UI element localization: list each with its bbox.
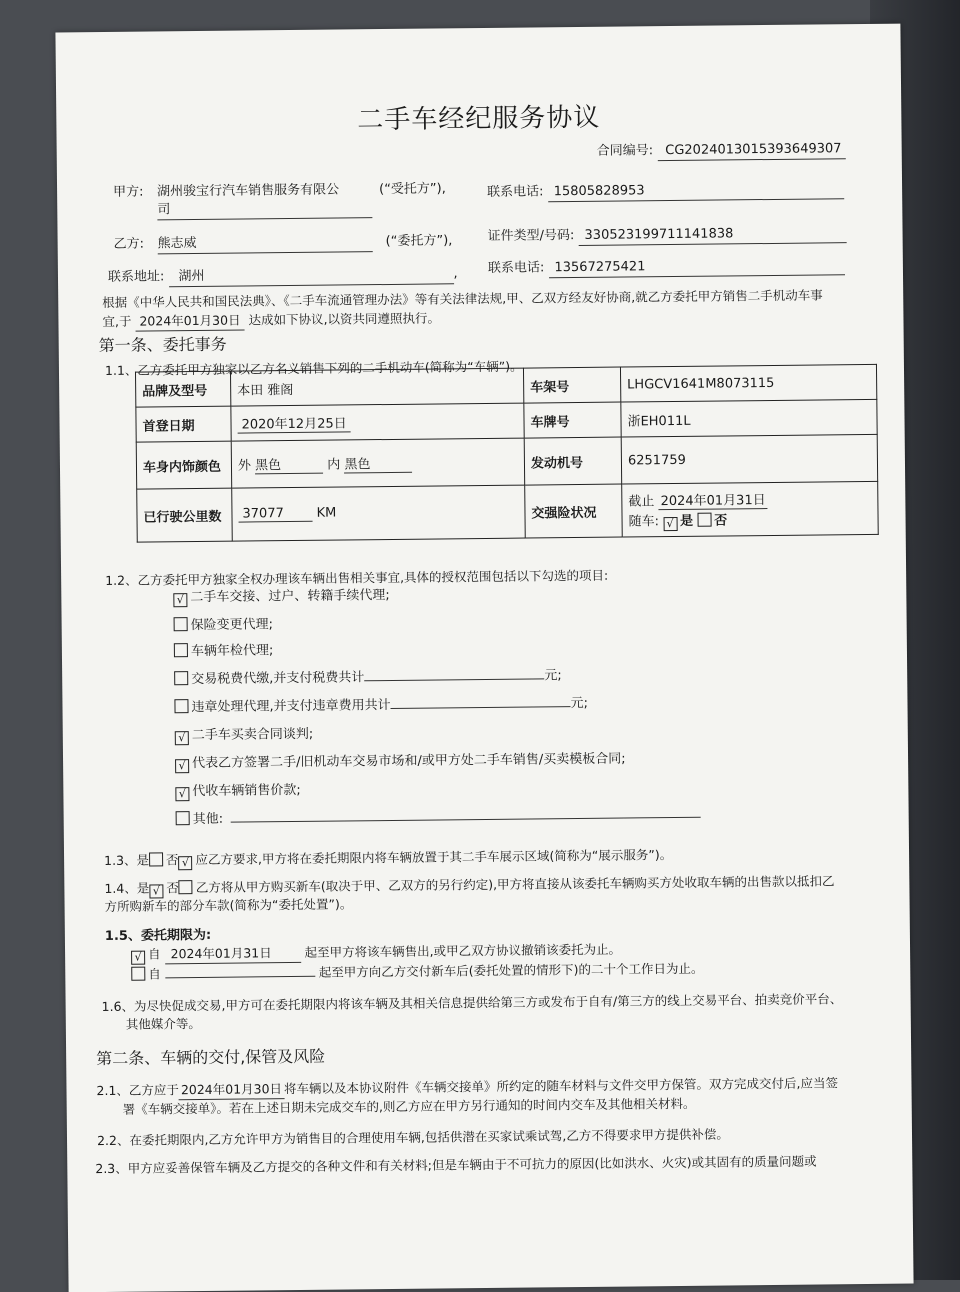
reg-date-cell (231, 403, 524, 441)
party-b-phone: 联系电话: 13567275421 (488, 256, 845, 279)
checklist-checkbox[interactable] (174, 699, 188, 713)
clause-1-3-no-checkbox[interactable]: √ (178, 856, 192, 870)
clause-2-3: 2.3、甲方应妥善保管车辆及乙方提交的各种文件和有关材料;但是车辆由于不可抗力的原因(比如洪水、火灾)或其固有的质量问题或 (95, 1153, 817, 1177)
interior-color: 黑色 (344, 453, 412, 474)
checklist-item: 交易税费代缴,并支付税费共计 元; (174, 667, 562, 689)
clause-1-6: 1.6、为尽快促成交易,甲方可在委托期限内将该车辆及其相关信息提供给第三方或发布于自有/第三方的线上交易平台、拍卖竞价平台、 (101, 991, 843, 1015)
party-a-name: 湖州骏宝行汽车销售服务有限公 司 (157, 181, 372, 220)
section-1-title: 第一条、委托事务 (98, 334, 227, 356)
party-a-label: 甲方: (113, 184, 144, 200)
checklist-item: 其他: (176, 806, 702, 830)
party-a-role: (“受托方”), (379, 181, 446, 198)
checklist-item: 保险变更代理; (174, 616, 274, 635)
mileage-value: 37077 (238, 506, 312, 523)
clause-2-1: 2.1、乙方应于 2024年01月30日 将车辆以及本协议附件《车辆交接单》所约定的随车材料与文件交甲方保管。双方完成交付后,应当签 (96, 1074, 838, 1101)
insurance-no-checkbox[interactable] (697, 512, 711, 526)
color-cell: 外 黑色 内 黑色 (231, 438, 524, 488)
clause-2-1-line2: 署《车辆交接单》。若在上述日期未完成交车的,则乙方应在甲方另行通知的时间内交车及其他相关材料。 (122, 1095, 696, 1117)
checklist-checkbox[interactable]: √ (175, 787, 189, 801)
clause-1-5-title: 1.5、委托期限为: (104, 927, 212, 944)
document-title: 二手车经纪服务协议 (357, 102, 601, 136)
term-option-2-checkbox[interactable] (131, 967, 145, 981)
party-a-phone: 联系电话: 15805828953 (487, 180, 844, 203)
checklist-checkbox[interactable] (174, 643, 188, 657)
clause-1-3: 1.3、是 否 √ 应乙方要求,甲方将在委托期限内将车辆放置于其二手车展示区域(简称为“展示服务”)。 (104, 847, 673, 870)
brand-value: 本田 雅阁 (230, 368, 523, 406)
insurance-date: 2024年01月31日 (658, 489, 767, 510)
reg-date-value: 2020年12月25日 (237, 412, 350, 433)
checklist-item: √ 代表乙方签署二手/旧机动车交易市场和/或甲方处二手车销售/买卖模板合同; (175, 751, 626, 774)
checklist-item: √ 二手车交接、过户、转籍手续代理; (173, 587, 390, 607)
section-2-title: 第二条、车辆的交付,保管及风险 (96, 1046, 326, 1069)
clause-1-4-line2: 方所购新车的部分车款(简称为“委托处置”)。 (104, 896, 353, 914)
checklist-item: 违章处理代理,并支付违章费用共计 元; (174, 695, 588, 717)
checklist-item: √ 二手车买卖合同谈判; (175, 726, 314, 745)
reg-date-label: 首登日期 (136, 406, 231, 442)
insurance-yes-checkbox[interactable]: √ (663, 516, 677, 530)
preamble-line2: 宜,于 2024年01月30日 达成如下协议,以资共同遵照执行。 (102, 309, 440, 332)
delivery-date: 2024年01月30日 (179, 1080, 284, 1100)
engine-value: 6251759 (621, 434, 877, 484)
checklist-checkbox[interactable]: √ (173, 593, 187, 607)
contract-paper (55, 24, 913, 1292)
mileage-cell: 37077 KM (232, 485, 526, 541)
checklist-item: 车辆年检代理; (174, 642, 274, 661)
checklist-item: √ 代收车辆销售价款; (175, 782, 301, 801)
party-b-name: 熊志威 (158, 233, 373, 254)
term-option-2: 自 起至甲方向乙方交付新车后(委托处置的情形下)的二十个工作日为止。 (131, 960, 703, 984)
insurance-cell: 截止 2024年01月31日 随车: √ 是 否 (622, 481, 879, 537)
clause-1-4-no-checkbox[interactable] (179, 880, 193, 894)
insurance-label: 交强险状况 (525, 484, 623, 538)
exterior-color: 黑色 (255, 454, 323, 475)
color-label: 车身内饰颜色 (136, 441, 231, 489)
vehicle-info-table (135, 364, 879, 543)
term-start-date: 2024年01月31日 (164, 944, 300, 964)
party-b-label: 乙方: (113, 236, 145, 252)
plate-value: 浙EH011L (621, 399, 877, 437)
party-b-role: (“委托方”), (385, 233, 453, 250)
checklist-checkbox[interactable]: √ (175, 731, 189, 745)
clause-1-3-yes-checkbox[interactable] (149, 852, 163, 866)
checklist-checkbox[interactable] (176, 811, 190, 825)
contract-number: 合同编号: CG2024013015393649307 (597, 140, 846, 162)
party-b-address: 联系地址: 湖州 , (108, 265, 458, 288)
clause-1-2: 1.2、乙方委托甲方独家全权办理该车辆出售相关事宜,具体的授权范围包括以下勾选的项目: (105, 567, 609, 588)
mileage-label: 已行驶公里数 (137, 488, 233, 542)
term-option-1: √ 自 2024年01月31日 起至甲方将该车辆售出,或甲乙双方协议撤销该委托为止。 (131, 941, 621, 965)
checklist-checkbox[interactable] (174, 671, 188, 685)
clause-2-2: 2.2、在委托期限内,乙方允许甲方为销售目的合理使用车辆,包括供潜在买家试乘试驾,乙方不得要求甲方提供补偿。 (96, 1126, 729, 1149)
clause-1-6-line2: 其他媒介等。 (125, 1015, 201, 1032)
clause-1-1: 1.1、乙方委托甲方独家以乙方名义销售下列的二手机动车(简称为“车辆”)。 (104, 358, 523, 378)
party-b-id: 证件类型/号码: 330523199711141838 (487, 224, 846, 247)
engine-label: 发动机号 (524, 437, 621, 485)
checklist-checkbox[interactable] (174, 617, 188, 631)
checklist-checkbox[interactable]: √ (175, 759, 189, 773)
brand-label: 品牌及型号 (135, 371, 230, 407)
term-option-1-checkbox[interactable]: √ (131, 951, 145, 965)
preamble-line1: 根据《中华人民共和国民法典》、《二手车流通管理办法》等有关法律法规,甲、乙双方经友好协商,就乙方委托甲方销售二手机动车事 (102, 287, 823, 310)
vin-label: 车架号 (523, 367, 620, 403)
plate-label: 车牌号 (524, 402, 621, 438)
vin-value: LHGCV1641M8073115 (620, 364, 876, 402)
clause-1-4-yes-checkbox[interactable]: √ (149, 884, 163, 898)
clause-1-4: 1.4、是 √ 否 乙方将从甲方购买新车(取决于甲、乙双方的另行约定),甲方将直接从该委托车辆购买方处收取车辆的出售款以抵扣乙 (104, 873, 835, 898)
